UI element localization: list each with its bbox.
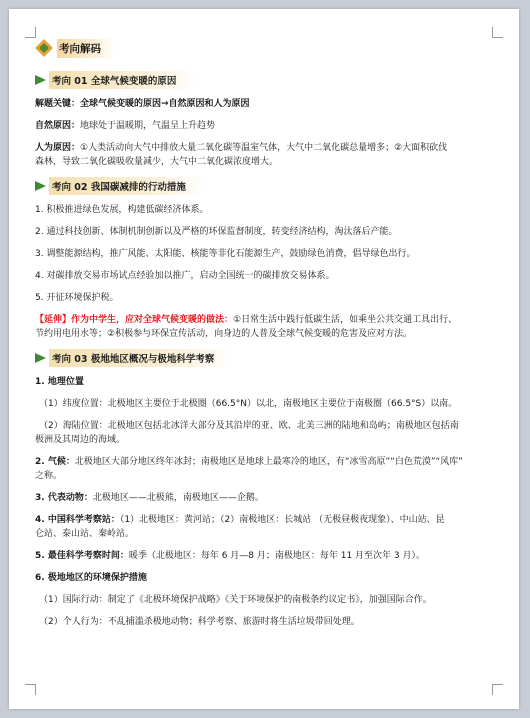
main-title [35,37,501,59]
climate-cont: 之称。 [35,471,63,481]
list-item: 4. 对碳排放交易市场试点经验加以推广，启动全国统一的碳排放交易体系。 [35,271,335,281]
section-heading-text: 考向 01 全球气候变暖的原因 [49,71,196,89]
crop-mark-bottom-right [492,684,503,695]
section-heading-3 [35,349,501,367]
document-page [9,9,519,709]
key-point [35,97,501,111]
key-label: 解题关键： [35,99,81,109]
section-heading-1 [35,71,501,89]
climate-text-1: 北极地区大部分地区终年冰封；南极地区是地球上最寒冷的地区，有“冰雪高原”“白色荒漠”“风库” [74,457,463,467]
flag-icon [35,75,46,85]
list-item: 5. 开征环境保护税。 [35,293,119,303]
key-text: 全球气候变暖的原因→自然原因和人为原因 [80,99,250,109]
human-text-1: ①人类活动向大气中排放大量二氧化碳等温室气体，大气中二氧化碳总量增多；②大面积砍伐 [80,143,448,153]
land-sea-position: （2）海陆位置：北极地区包括北冰洋大部分及其沿岸的亚、欧、北美三洲的陆地和岛屿；南极地区包括南 [39,421,459,431]
stations-text-1: （1）北极地区：黄河站；（2）南极地区：长城站 （无极昼极夜现象）、中山站、昆 [119,515,445,525]
human-label: 人为原因： [35,143,81,153]
natural-cause [35,119,501,133]
international-action: （1）国际行动：制定了《北极环境保护战略》《关于环境保护的南极条约议定书》，加强国际合作。 [39,595,432,605]
diamond-icon [35,39,53,57]
natural-label: 自然原因： [35,121,81,131]
human-cause [35,141,501,155]
climate-label: 2. 气候： [35,457,75,467]
natural-text: 地球处于温暖期，气温呈上升趋势 [80,121,216,131]
list-item: 1. 积极推进绿色发展，构建低碳经济体系。 [35,205,209,215]
flag-icon [35,181,46,191]
section-heading-text: 考向 03 极地地区概况与极地科学考察 [49,349,234,367]
geo-location-title: 1. 地理位置 [35,377,84,387]
crop-mark-bottom-left [25,684,36,695]
climate [35,455,501,469]
best-time [35,549,501,563]
protection-title: 6. 极地地区的环境保护措施 [35,573,147,583]
research-stations [35,513,501,527]
animals-label: 3. 代表动物： [35,493,93,503]
flag-icon [35,353,46,363]
extension-note [35,313,501,327]
human-cause-cont: 森林，导致二氧化碳吸收量减少，大气中二氧化碳浓度增大。 [35,157,279,167]
latitude-position: （1）纬度位置：北极地区主要位于北极圈（66.5°N）以北，南极地区主要位于南极圈（66.5°S）以南。 [39,399,458,409]
section-heading-2 [35,177,501,195]
personal-action: （2）个人行为：不乱捕滥杀极地动物；科学考察、旅游时将生活垃圾带回处理。 [39,617,360,627]
list-item: 2. 通过科技创新、体制机制创新以及严格的环保监督制度，转变经济结构，淘汰落后产能。 [35,227,398,237]
document-content [35,37,501,629]
best-time-label: 5. 最佳科学考察时间： [35,551,129,561]
section-heading-text: 考向 02 我国碳减排的行动措施 [49,177,206,195]
stations-label: 4. 中国科学考察站： [35,515,120,525]
list-item: 3. 调整能源结构，推广风能、太阳能、核能等非化石能源生产，鼓励绿色消费，倡导绿色出行。 [35,249,416,259]
extension-note-cont: 节约用电用水等；②积极参与环保宣传活动，向身边的人普及全球气候变暖的危害及应对方法。 [35,329,413,339]
land-sea-position-cont: 极洲及其周边的海域。 [35,435,126,445]
animals-text: 北极地区——北极熊，南极地区——企鹅。 [92,493,264,503]
extension-text-1: ①日常生活中践行低碳生活，如乘坐公共交通工具出行、 [233,315,458,325]
best-time-text: 暖季（北极地区：每年 6 月—8 月；南极地区：每年 11 月至次年 3 月）。 [128,551,425,561]
extension-label: 【延伸】作为中学生，应对全球气候变暖的做法： [35,315,234,325]
research-stations-cont: 仑站、泰山站、秦岭站。 [35,529,135,539]
animals [35,491,501,505]
main-title-text: 考向解码 [57,39,115,58]
